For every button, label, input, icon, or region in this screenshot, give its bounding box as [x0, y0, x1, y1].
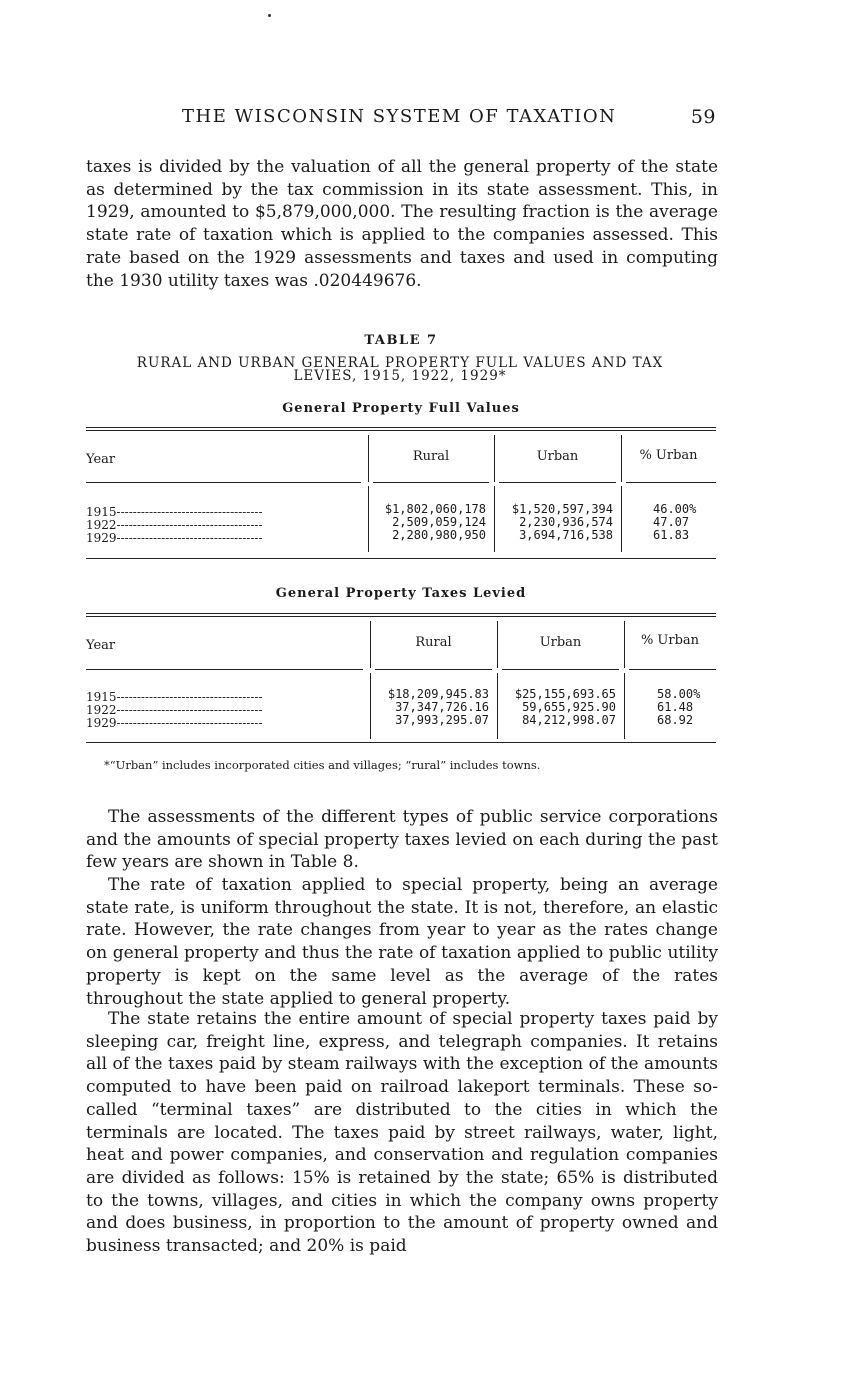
rural-value: 2,280,980,950	[392, 528, 486, 542]
urban-value: 2,230,936,574	[519, 515, 613, 529]
urban-value: 3,694,716,538	[519, 528, 613, 542]
header-urban: Urban	[539, 635, 582, 650]
percent-column	[653, 503, 716, 542]
rural-value: $18,209,945.83	[387, 687, 489, 701]
rural-value: 37,347,726.16	[395, 700, 489, 714]
header-year: Year	[86, 638, 116, 653]
percent-column	[657, 688, 716, 727]
header-rural: Rural	[412, 449, 450, 464]
running-head	[86, 106, 716, 132]
taxes-levied-table	[86, 613, 716, 749]
rural-value: 37,993,295.07	[395, 713, 489, 727]
urban-value: $1,520,597,394	[511, 502, 613, 516]
header-rule	[86, 669, 363, 670]
header-rule	[373, 482, 489, 483]
table-row-year: 1922------------------------------------	[86, 704, 263, 717]
table-bottom-rule	[86, 742, 716, 743]
urban-column	[497, 688, 616, 727]
rural-value: $1,802,060,178	[384, 502, 486, 516]
table-caption-line-2: LEVIES, 1915, 1922, 1929*	[293, 368, 507, 384]
urban-value: $25,155,693.65	[514, 687, 616, 701]
table-caption-line-1: RURAL AND URBAN GENERAL PROPERTY FULL VALUES AND TAX	[136, 355, 664, 371]
percent-value: 58.00%	[657, 687, 701, 701]
rural-column	[370, 688, 489, 727]
urban-column	[494, 503, 613, 542]
header-rule	[629, 669, 716, 670]
percent-value: 61.48	[657, 700, 694, 714]
table-row-year: 1929------------------------------------	[86, 717, 263, 730]
header-rule	[375, 669, 492, 670]
header-rule	[626, 482, 716, 483]
table-caption	[80, 357, 720, 383]
table-top-rule	[86, 613, 716, 617]
body-paragraph-3: The state retains the entire amount of special property taxes paid by sleeping car, freight line, express, and telegraph companies. It retains all of the taxes paid by steam railways with the exception of the amounts computed to have been paid on railroad lakeport terminals. These so-called “terminal taxes” are distributed to the cities in which the terminals are located. The taxes paid by street railways, water, light, heat and power companies, and conservation and regulation companies are divided as follows: 15% is retained by the state; 65% is distributed to the towns, villages, and cities in which the company owns property and does business, in proportion to the amount of property owned and business transacted; and 20% is paid	[86, 1009, 718, 1257]
table-row-year: 1915------------------------------------	[86, 691, 263, 704]
table-footnote: *“Urban” includes incorporated cities and villages; “rural” includes towns.	[104, 758, 541, 772]
intro-paragraph: taxes is divided by the valuation of all the general property of the state as determined by the tax commission in its state assessment. This, in 1929, amounted to $5,879,000,000. The resulting fraction is the average state rate of taxation which is applied to the companies assessed. This rate based on the 1929 assessments and taxes and used in computing the 1930 utility taxes was .020449676.	[86, 157, 718, 291]
table-top-rule	[86, 427, 716, 431]
header-year: Year	[86, 452, 116, 467]
running-head-title: THE WISCONSIN SYSTEM OF TAXATION	[182, 106, 617, 127]
print-speck	[268, 14, 271, 17]
column-divider	[621, 486, 622, 552]
header-percent-urban: % Urban	[640, 633, 700, 648]
urban-value: 59,655,925.90	[522, 700, 616, 714]
full-values-title: General Property Full Values	[282, 401, 520, 416]
table-bottom-rule	[86, 558, 716, 559]
table-row-year: 1929------------------------------------	[86, 532, 263, 545]
full-values-table	[86, 427, 716, 563]
header-urban: Urban	[536, 449, 579, 464]
header-percent-urban: % Urban	[639, 448, 698, 463]
percent-value: 61.83	[653, 528, 690, 542]
header-rule	[499, 482, 616, 483]
table-number: TABLE 7	[364, 333, 438, 348]
percent-value: 46.00%	[653, 502, 697, 516]
table-row-year: 1915------------------------------------	[86, 506, 263, 519]
body-paragraph-2: The rate of taxation applied to special property, being an average state rate, is uniform throughout the state. It is not, therefore, an elastic rate. However, the rate changes from year to year as the rates change on general property and thus the rate of taxation applied to public utility property is kept on the same level as the average of the rates throughout the state applied to general property.	[86, 875, 718, 1009]
percent-value: 68.92	[657, 713, 694, 727]
body-paragraph-1: The assessments of the different types of public service corporations and the amounts of special property taxes levied on each during the past few years are shown in Table 8.	[86, 807, 718, 873]
page-number: 59	[690, 106, 716, 128]
taxes-levied-title: General Property Taxes Levied	[275, 586, 527, 601]
column-divider	[624, 673, 625, 739]
header-rule	[86, 482, 361, 483]
percent-value: 47.07	[653, 515, 690, 529]
year-column	[86, 691, 361, 730]
rural-column	[368, 503, 486, 542]
rural-value: 2,509,059,124	[392, 515, 486, 529]
year-column	[86, 506, 361, 545]
header-rural: Rural	[415, 635, 452, 650]
urban-value: 84,212,998.07	[522, 713, 616, 727]
table-row-year: 1922------------------------------------	[86, 519, 263, 532]
header-rule	[502, 669, 619, 670]
